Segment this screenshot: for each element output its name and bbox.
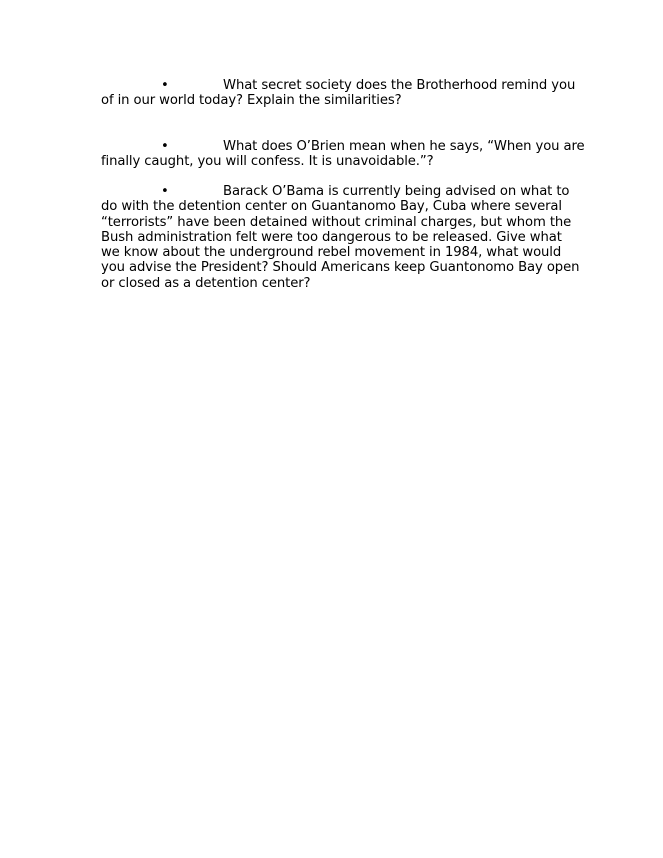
question-2-line-2: finally caught, you will confess. It is unavoidable.”? bbox=[101, 154, 434, 170]
bullet-marker: • bbox=[161, 184, 169, 199]
question-3-line-2: do with the detention center on Guantanomo Bay, Cuba where several bbox=[101, 199, 562, 215]
question-3 bbox=[101, 184, 591, 291]
question-1-line-2: of in our world today? Explain the similarities? bbox=[101, 93, 402, 109]
question-3-line-1: Barack O’Bama is currently being advised on what to bbox=[223, 184, 570, 199]
question-3-line-4: Bush administration felt were too dangerous to be released. Give what bbox=[101, 229, 562, 245]
question-1 bbox=[101, 78, 591, 109]
bullet-marker: • bbox=[161, 78, 169, 93]
question-2 bbox=[101, 139, 591, 170]
question-2-line-1: What does O’Brien mean when he says, “When you are bbox=[223, 139, 585, 154]
question-1-line-1: What secret society does the Brotherhood remind you bbox=[223, 78, 576, 93]
question-3-line-3: “terrorists” have been detained without criminal charges, but whom the bbox=[101, 214, 572, 230]
bullet-marker: • bbox=[161, 139, 169, 154]
question-3-line-6: you advise the President? Should Americans keep Guantonomo Bay open bbox=[101, 260, 580, 276]
question-3-line-7: or closed as a detention center? bbox=[101, 275, 311, 291]
question-3-line-5: we know about the underground rebel movement in 1984, what would bbox=[101, 245, 562, 261]
